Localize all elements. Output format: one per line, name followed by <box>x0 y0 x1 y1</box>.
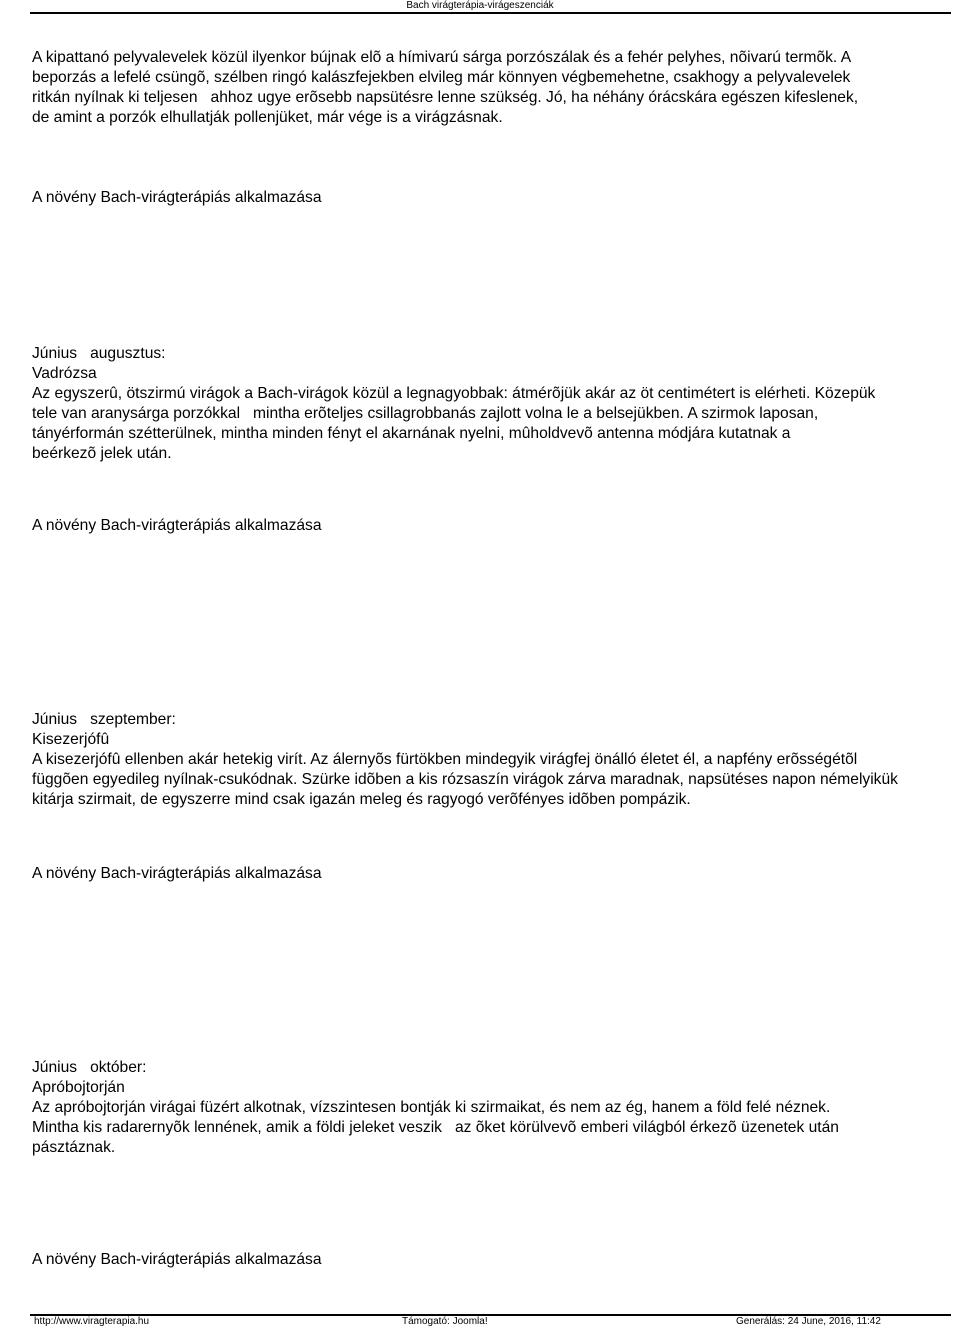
footer-generated-date: Generálás: 24 June, 2016, 11:42 <box>736 1316 881 1327</box>
text-line: beérkezõ jelek után. <box>32 445 172 462</box>
section-heading <box>32 188 322 208</box>
text-line: Az egyszerû, ötszirmú virágok a Bach-virágok közül a legnagyobbak: átmérõjük akár az öt centimétert is elérheti. Közepük <box>32 385 876 402</box>
text-line: ritkán nyílnak ki teljesen ahhoz ugye erõsebb napsütésre lenne szükség. Jó, ha néhány órácskára egészen kifeslenek, <box>32 89 859 106</box>
footer-url-link[interactable]: http://www.viragterapia.hu <box>34 1316 150 1327</box>
paragraph-kisezerjofu <box>32 710 898 810</box>
text-line: A növény Bach-virágterápiás alkalmazása <box>32 1251 322 1268</box>
text-line: tele van aranysárga porzókkal mintha erõteljes csillagrobbanás zajlott volna le a belsejükben. A szirmok laposan, <box>32 405 819 422</box>
text-line: beporzás a lefelé csüngõ, szélben ringó kalászfejekben elvileg már könnyen végbemehetne, csakhogy a pelyvalevelek <box>32 69 851 86</box>
text-line: kitárja szirmait, de egyszerre mind csak igazán meleg és ragyogó verõfényes idõben pompázik. <box>32 791 691 808</box>
header-divider <box>30 12 951 14</box>
text-line: A kisezerjófû ellenben akár hetekig virít. Az álernyõs fürtökben mindegyik virágfej önálló életet él, a napfény erõsségétõl <box>32 751 858 768</box>
text-line: A növény Bach-virágterápiás alkalmazása <box>32 189 322 206</box>
text-line: A növény Bach-virágterápiás alkalmazása <box>32 865 322 882</box>
text-line: függõen egyedileg nyílnak-csukódnak. Szürke idõben a kis rózsaszín virágok zárva maradnak, napsütéses napon némelyikük <box>32 771 898 788</box>
text-line: Apróbojtorján <box>32 1079 125 1096</box>
paragraph-vadrozsa <box>32 344 875 464</box>
section-heading <box>32 1250 322 1270</box>
text-line: Június augusztus: <box>32 345 166 362</box>
text-line: Az apróbojtorján virágai füzért alkotnak, vízszintesen bontják ki szirmaikat, és nem az ég, hanem a föld felé néznek. <box>32 1099 831 1116</box>
page-header-title: Bach virágterápia-virágeszenciák <box>406 0 554 11</box>
text-line: Június szeptember: <box>32 711 176 728</box>
text-line: tányérformán szétterülnek, mintha minden fényt el akarnának nyelni, mûholdvevõ antenna módjára kutatnak a <box>32 425 791 442</box>
footer-sponsor: Támogató: Joomla! <box>402 1316 488 1327</box>
text-line: Vadrózsa <box>32 365 97 382</box>
text-line: Kisezerjófû <box>32 731 110 748</box>
text-line: Június október: <box>32 1059 147 1076</box>
text-line: pásztáznak. <box>32 1139 116 1156</box>
text-line: A kipattanó pelyvalevelek közül ilyenkor bújnak elõ a hímivarú sárga porzószálak és a fehér pelyhes, nõivarú termõk. A <box>32 49 852 66</box>
section-heading <box>32 864 322 884</box>
section-heading <box>32 516 322 536</box>
paragraph-aprobojtorjan <box>32 1058 839 1158</box>
text-line: Mintha kis radarernyõk lennének, amik a földi jeleket veszik az õket körülvevõ emberi világból érkezõ üzenetek után <box>32 1119 839 1136</box>
paragraph-intro <box>32 48 858 128</box>
text-line: A növény Bach-virágterápiás alkalmazása <box>32 517 322 534</box>
text-line: de amint a porzók elhullatják pollenjüket, már vége is a virágzásnak. <box>32 109 503 126</box>
